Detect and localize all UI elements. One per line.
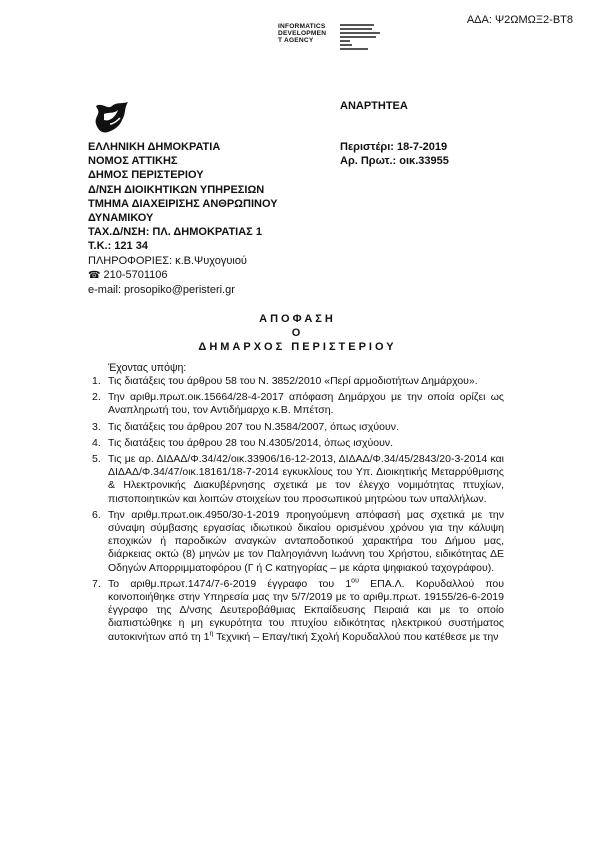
ida-line-1: INFORMATICS <box>278 23 326 30</box>
title-line-2: Ο <box>291 327 304 339</box>
document-date: Περιστέρι: 18-7-2019 <box>340 141 448 153</box>
contact-info: ΠΛΗΡΟΦΟΡΙΕΣ: κ.Β.Ψυχογυιού <box>88 254 247 267</box>
considering-intro: Έχοντας υπόψη: <box>108 362 187 374</box>
list-item <box>92 421 504 434</box>
item-number: 3. <box>92 420 101 433</box>
ida-fine-print <box>340 23 410 56</box>
item-number: 1. <box>92 375 101 387</box>
decision-title <box>0 312 595 354</box>
list-item <box>92 509 504 575</box>
issuer-line: ΝΟΜΟΣ ΑΤΤΙΚΗΣ <box>88 155 178 168</box>
title-line-3: ΔΗΜΑΡΧΟΣ ΠΕΡΙΣΤΕΡΙΟΥ <box>198 341 397 353</box>
ida-line-3: T AGENCY <box>278 37 314 45</box>
item-number: 5. <box>92 453 101 466</box>
issuer-line: ΔΥΝΑΜΙΚΟΥ <box>88 212 154 225</box>
issuer-line: ΕΛΛΗΝΙΚΗ ΔΗΜΟΚΡΑΤΙΑ <box>88 141 221 153</box>
list-item <box>92 375 504 388</box>
item-text: Το αριθμ.πρωτ.1474/7-6-2019 έγγραφο του 1 <box>108 577 352 590</box>
issuer-block <box>88 140 278 297</box>
contact-email: e-mail: prosopiko@peristeri.gr <box>88 284 235 297</box>
list-item <box>92 391 504 417</box>
ida-line-2: DEVELOPMEN <box>278 30 327 38</box>
protocol-number: Αρ. Πρωτ.: οικ.33955 <box>340 155 449 168</box>
issuer-line: Δ/ΝΣΗ ΔΙΟΙΚΗΤΙΚΩΝ ΥΠΗΡΕΣΙΩΝ <box>88 183 265 196</box>
item-text: Τις διατάξεις του άρθρου 207 του Ν.3584/2007, όπως ισχύουν. <box>108 420 399 433</box>
item-text: Τις διατάξεις του άρθρου 58 του Ν. 3852/2010 «Περί αρμοδιοτήτων Δημάρχου». <box>108 375 478 387</box>
item-text: Την αριθμ.πρωτ.οικ.4950/30-1-2019 προηγούμενη απόφασή μας σχετικά με την σύναψη σύμβασης εργασίας ιδιωτικού δικαίου ορισμένου χρόνου για την κάλυψη εποχικών ή παροδικών αναγκών ανταποδοτικού χαρακτήρα του Δήμου μας, διάρκειας οκτώ (8) μηνών με τον Παληογιάννη Ιωάννη του Χρήστου, ειδικότητας ΔΕ Οδηγών Απορριμματοφόρου (Γ ή C κατηγορίας – με κάρτα ψηφιακού ταχογράφου). <box>108 508 504 574</box>
list-item <box>92 578 504 644</box>
issuer-line: ΔΗΜΟΣ ΠΕΡΙΣΤΕΡΙΟΥ <box>88 169 204 182</box>
item-text: Την αριθμ.πρωτ.οικ.15664/28-4-2017 απόφαση Δημάρχου με την οποία ορίζει ως Αναπληρωτή του, τον Αντιδήμαρχο κ.Β. Μπέτση. <box>108 391 504 417</box>
ada-code: ΑΔΑ: Ψ2ΩΜΩΞ2-ΒΤ8 <box>466 14 573 26</box>
issuer-line: ΤΑΧ.Δ/ΝΣΗ: ΠΛ. ΔΗΜΟΚΡΑΤΙΑΣ 1 <box>88 226 262 239</box>
issuer-line: ΤΜΗΜΑ ΔΙΑΧΕΙΡΙΣΗΣ ΑΝΘΡΩΠΙΝΟΥ <box>88 197 278 210</box>
ida-fine-print-lines <box>340 23 410 55</box>
list-item <box>92 453 504 506</box>
item-text: Τεχνική – Επαγ/τική Σχολή Κορυδαλλού που κατέθεσε με την <box>213 630 499 643</box>
contact-phone-row <box>88 268 278 283</box>
ida-stamp <box>278 23 423 61</box>
item-number: 4. <box>92 436 101 449</box>
ordinal-suffix: η <box>209 630 214 638</box>
item-number: 6. <box>92 508 101 521</box>
item-number: 2. <box>92 391 101 404</box>
list-item <box>92 437 504 450</box>
hellenic-republic-emblem-icon <box>92 100 132 138</box>
considerations-list <box>92 375 504 647</box>
item-number: 7. <box>92 577 101 590</box>
telephone-icon: ☎ <box>88 269 101 281</box>
contact-phone: 210-5701106 <box>103 268 168 281</box>
item-text: Τις διατάξεις του άρθρου 28 του Ν.4305/2014, όπως ισχύουν. <box>108 436 394 449</box>
issuer-line: Τ.Κ.: 121 34 <box>88 240 148 253</box>
item-text: ΕΠΑ.Λ. Κορυδαλλού που κοινοποιήθηκε στην Υπηρεσία μας την 5/7/2019 με το αριθμ.πρωτ. 19155/26-6-2019 έγγραφο της Δ/νσης Δευτεροβάθμιας Εκπαίδευσης Πειραιά και με το οποίο διαπιστώθηκε η μη εγκυρότητα του πτυχίου ειδικότητας ηλεκτρικού συστήματος αυτοκινήτων από τη 1 <box>108 577 504 643</box>
ordinal-suffix: ου <box>351 577 359 585</box>
item-text: Τις με αρ. ΔΙΔΑΔ/Φ.34/42/οικ.33906/16-12-2013, ΔΙΔΑΔ/Φ.34/45/2843/20-3-2014 και ΔΙΔΑΔ/Φ.34/47/οικ.18161/18-7-2014 εγκυκλίους του Υπ. Διοικητικής Μεταρρύθμισης & Ηλεκτρονικής Διακυβέρνησης σχετικά με τον έλεγχο νομιμότητας πτυχίων, πιστοποιητικών και λοιπών στοιχείων του προσωπικού μητρώου των υπαλλήλων. <box>108 453 504 505</box>
title-line-1: ΑΠΟΦΑΣΗ <box>259 313 336 325</box>
header-right <box>340 140 449 168</box>
posting-label: ΑΝΑΡΤΗΤΕΑ <box>340 100 408 112</box>
